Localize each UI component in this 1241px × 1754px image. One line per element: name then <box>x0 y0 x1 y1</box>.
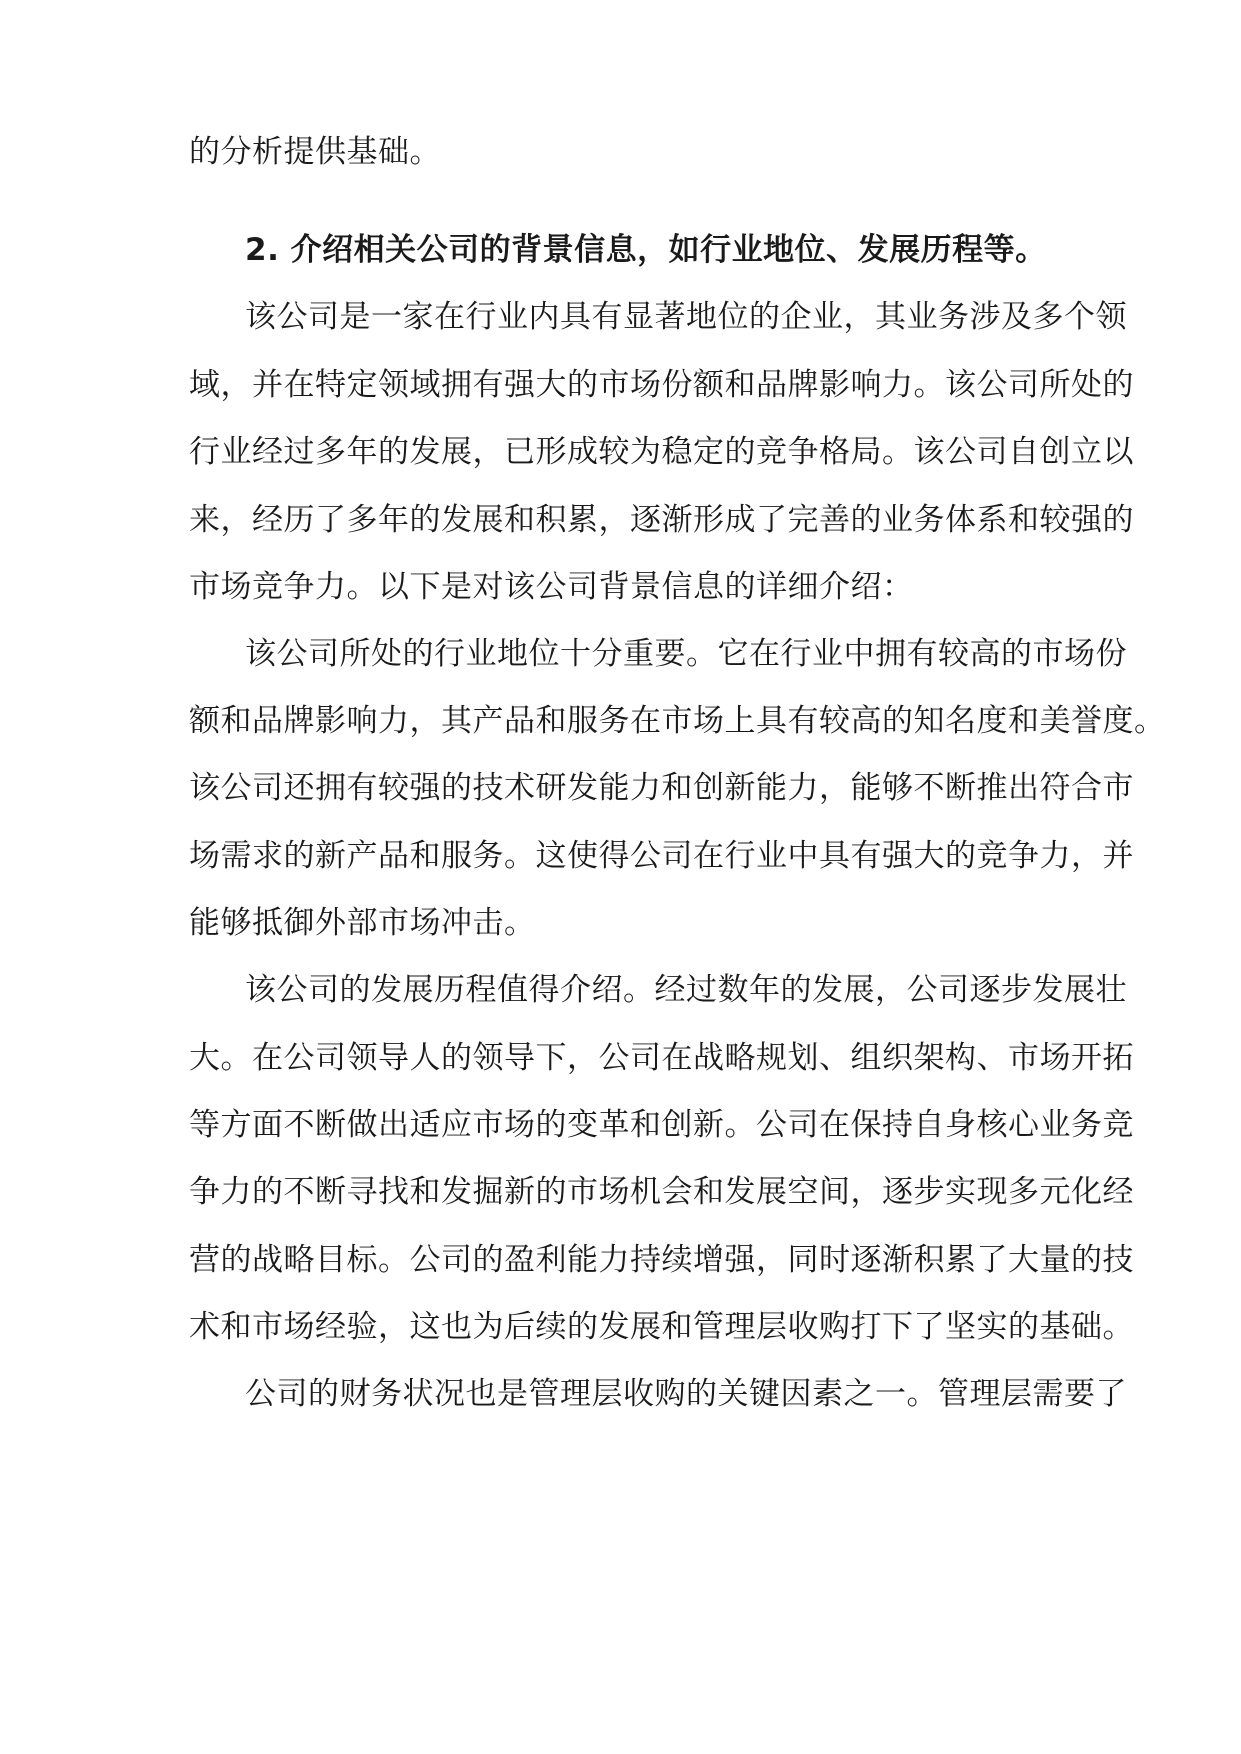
text-line: 术和市场经验，这也为后续的发展和管理层收购打下了坚实的基础。 <box>189 1309 1134 1345</box>
text-line: 大。在公司领导人的领导下，公司在战略规划、组织架构、市场开拓 <box>189 1040 1134 1076</box>
text-line: 该公司的发展历程值得介绍。经过数年的发展，公司逐步发展壮 <box>245 972 1127 1008</box>
text-line: 场需求的新产品和服务。这使得公司在行业中具有强大的竞争力，并 <box>189 838 1134 874</box>
text-line: 等方面不断做出适应市场的变革和创新。公司在保持自身核心业务竞 <box>189 1107 1134 1143</box>
text-line: 来，经历了多年的发展和积累，逐渐形成了完善的业务体系和较强的 <box>189 502 1134 538</box>
text-line: 该公司所处的行业地位十分重要。它在行业中拥有较高的市场份 <box>245 636 1127 672</box>
text-line: 争力的不断寻找和发掘新的市场机会和发展空间，逐步实现多元化经 <box>189 1174 1134 1210</box>
text-line: 额和品牌影响力，其产品和服务在市场上具有较高的知名度和美誉度。 <box>189 703 1166 739</box>
text-line: 该公司还拥有较强的技术研发能力和创新能力，能够不断推出符合市 <box>189 770 1134 806</box>
text-line: 该公司是一家在行业内具有显著地位的企业，其业务涉及多个领 <box>245 299 1127 335</box>
text-line: 行业经过多年的发展，已形成较为稳定的竞争格局。该公司自创立以 <box>189 434 1134 470</box>
text-line: 能够抵御外部市场冲击。 <box>189 905 536 941</box>
text-line: 公司的财务状况也是管理层收购的关键因素之一。管理层需要了 <box>245 1376 1127 1412</box>
text-line: 的分析提供基础。 <box>189 134 441 170</box>
section-heading: 2. 介绍相关公司的背景信息，如行业地位、发展历程等。 <box>245 232 1047 268</box>
text-line: 市场竞争力。以下是对该公司背景信息的详细介绍： <box>189 569 914 605</box>
text-line: 营的战略目标。公司的盈利能力持续增强，同时逐渐积累了大量的技 <box>189 1242 1134 1278</box>
text-line: 域，并在特定领域拥有强大的市场份额和品牌影响力。该公司所处的 <box>189 367 1134 403</box>
